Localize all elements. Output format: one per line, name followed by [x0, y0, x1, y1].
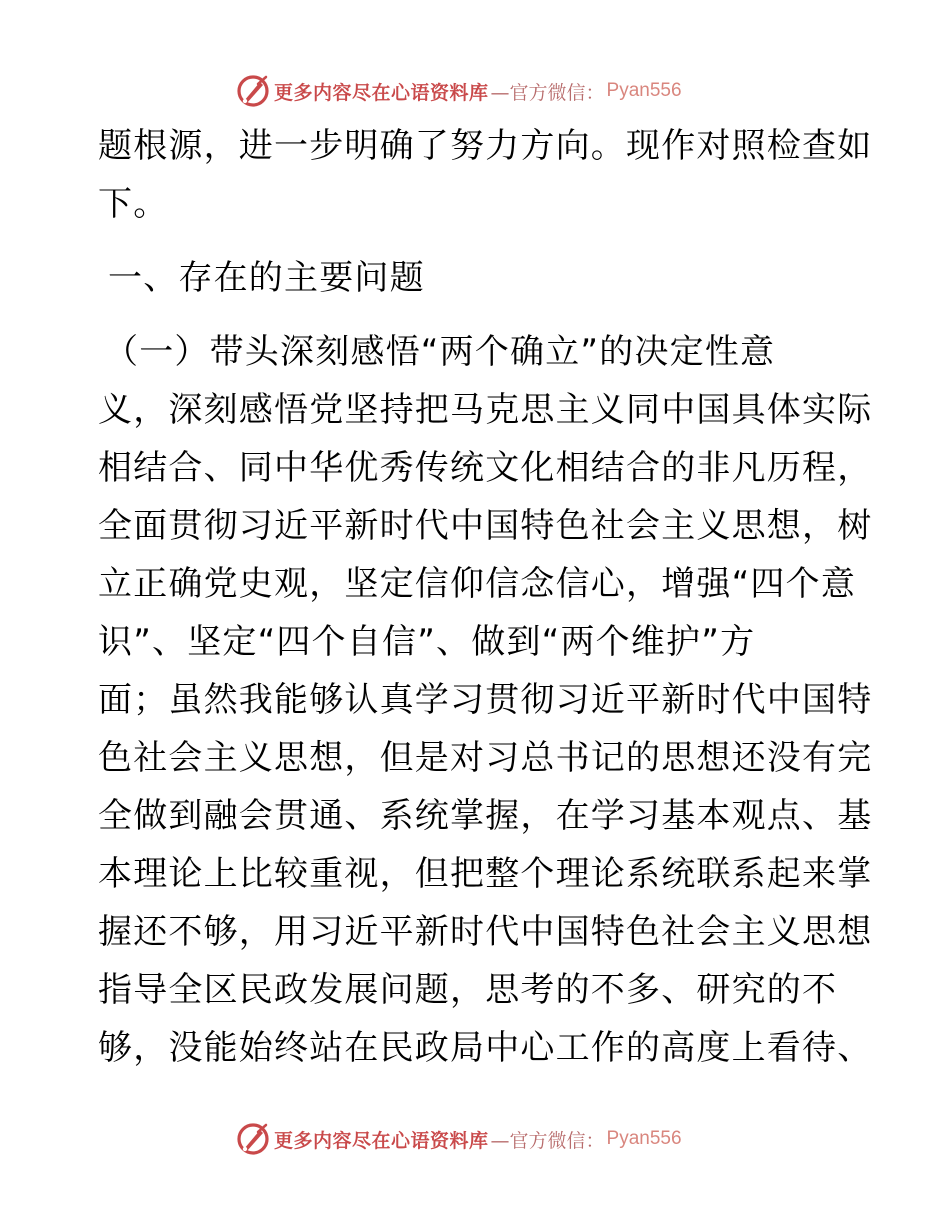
- text-line: 全做到融会贯通、系统掌握，在学习基本观点、基: [98, 796, 873, 836]
- text-line: 全面贯彻习近平新时代中国特色社会主义思想，树: [98, 506, 873, 546]
- text-line: 立正确党史观，坚定信仰信念信心，增强“四个意: [98, 564, 857, 604]
- header-watermark: [236, 74, 682, 108]
- text-line: 识”、坚定“四个自信”、做到“两个维护”方: [98, 622, 756, 662]
- watermark-text: 更多内容尽在心语资料库: [274, 81, 489, 104]
- watermark-separator: —官方微信：: [490, 1129, 605, 1152]
- text-line: 握还不够，用习近平新时代中国特色社会主义思想: [98, 912, 873, 952]
- watermark-separator: —官方微信：: [490, 81, 605, 104]
- text-line: 下。: [98, 184, 169, 224]
- footer-watermark: [236, 1122, 682, 1156]
- section-heading: 一、存在的主要问题: [108, 258, 425, 298]
- text-line: 题根源，进一步明确了努力方向。现作对照检查如: [98, 126, 873, 166]
- quill-pen-icon: [236, 1122, 270, 1156]
- text-line: 义，深刻感悟党坚持把马克思主义同中国具体实际: [98, 390, 873, 430]
- text-line: 指导全区民政发展问题，思考的不多、研究的不: [98, 970, 838, 1010]
- subsection-heading: （一）带头深刻感悟“两个确立”的决定性意: [104, 332, 776, 372]
- text-line: 色社会主义思想，但是对习总书记的思想还没有完: [98, 738, 873, 778]
- text-line: 本理论上比较重视，但把整个理论系统联系起来掌: [98, 854, 873, 894]
- quill-pen-icon: [236, 74, 270, 108]
- watermark-text: 更多内容尽在心语资料库: [274, 1129, 489, 1152]
- text-line: 够，没能始终站在民政局中心工作的高度上看待、: [98, 1028, 873, 1068]
- watermark-account: Pyan556: [606, 80, 682, 101]
- text-line: 相结合、同中华优秀传统文化相结合的非凡历程，: [98, 448, 873, 488]
- text-line: 面；虽然我能够认真学习贯彻习近平新时代中国特: [98, 680, 873, 720]
- watermark-account: Pyan556: [606, 1128, 682, 1149]
